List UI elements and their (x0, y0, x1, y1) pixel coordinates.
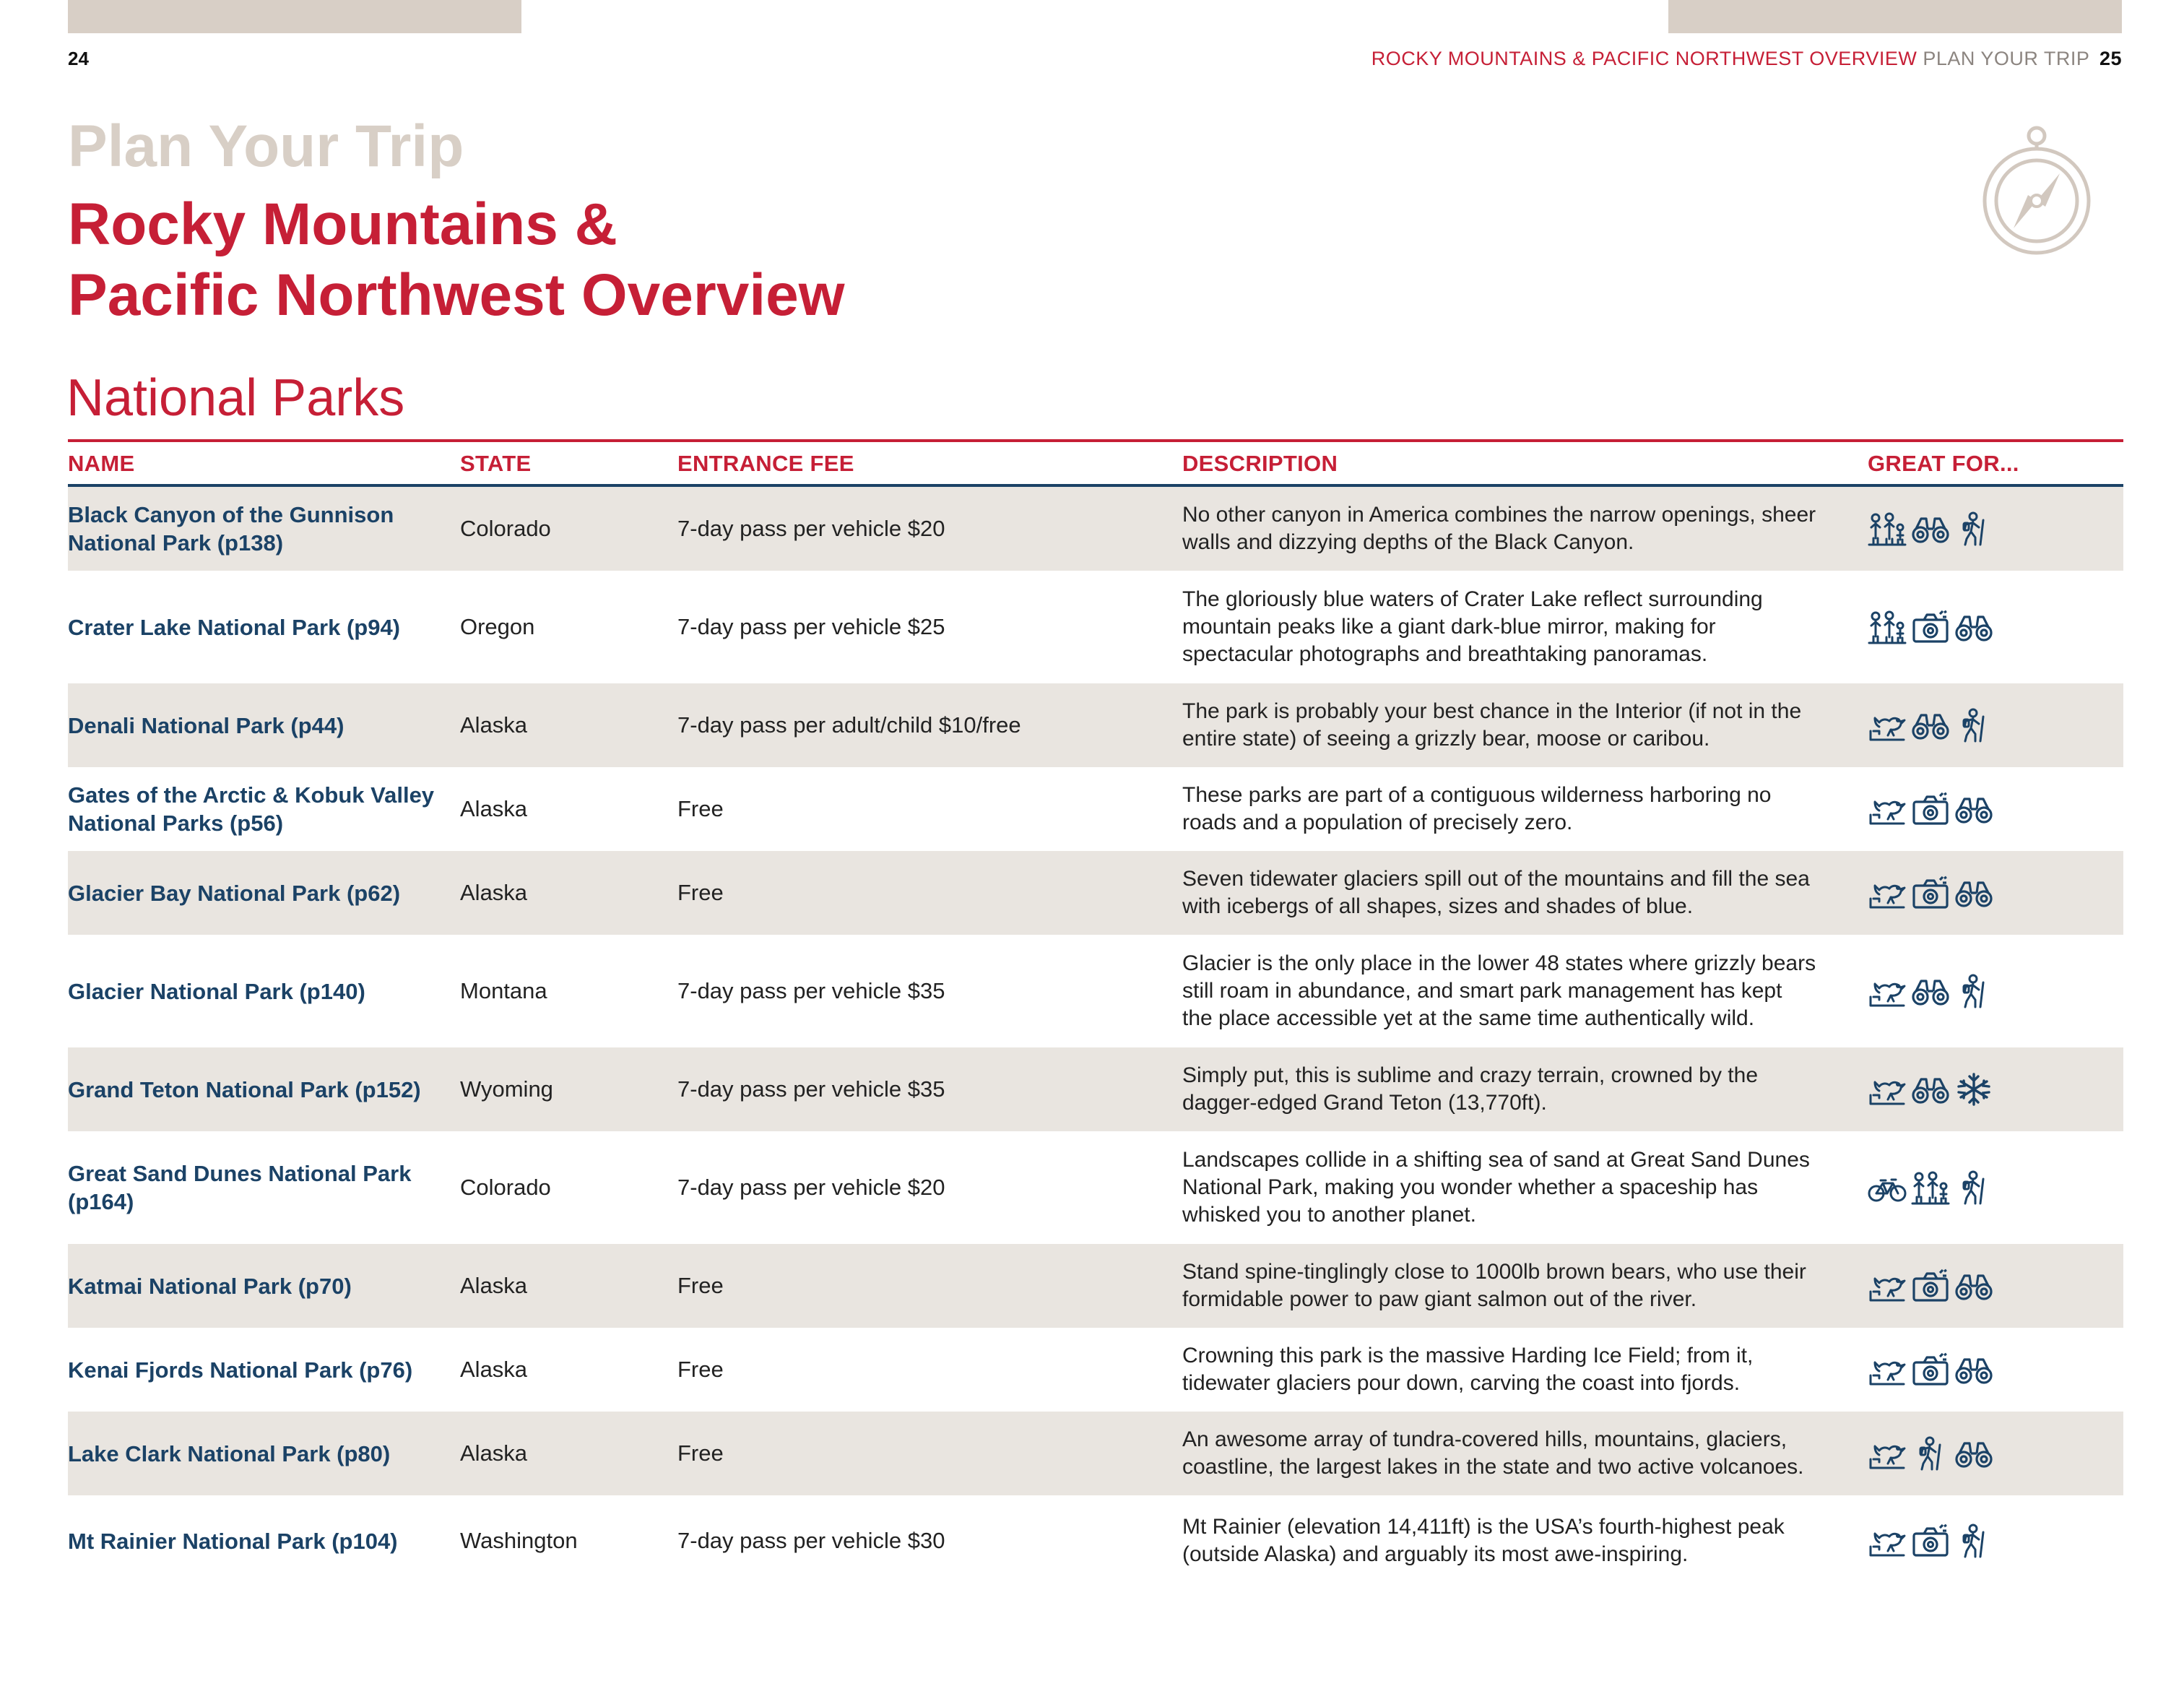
park-name-text: Mt Rainier National Park (p104) (68, 1528, 398, 1554)
park-name-text: Grand Teton National Park (p152) (68, 1076, 421, 1102)
park-great-for (1868, 1412, 2113, 1495)
binoculars-icon (1954, 1352, 1993, 1387)
park-fee (677, 767, 1154, 851)
park-state-text: Alaska (460, 1440, 528, 1466)
column-header-fee: ENTRANCE FEE (677, 451, 854, 476)
binoculars-icon (1954, 792, 1993, 826)
camera-icon (1911, 1269, 1950, 1303)
binoculars-icon (1911, 708, 1950, 743)
park-name (68, 1244, 443, 1328)
park-fee (677, 1047, 1154, 1131)
park-state (460, 1244, 662, 1328)
park-name-text: Gates of the Arctic & Kobuk Valley National Parks (p56) (68, 782, 435, 836)
hiking-icon (1954, 511, 1993, 546)
page-title-line-2: Pacific Northwest Overview (68, 262, 845, 328)
park-description (1182, 1495, 1818, 1586)
park-fee-text: Free (677, 1440, 724, 1466)
park-state-text: Alaska (460, 1357, 528, 1382)
park-name (68, 1047, 443, 1131)
park-description-text: No other canyon in America combines the narrow openings, sheer walls and dizzying depths of the Black Canyon. (1182, 503, 1816, 554)
park-name-text: Crater Lake National Park (p94) (68, 614, 401, 640)
page-tab-right (1668, 0, 2122, 33)
page-title-line-1: Rocky Mountains & (68, 191, 618, 257)
park-great-for (1868, 1047, 2113, 1131)
wildlife-icon (1868, 876, 1907, 910)
park-state-text: Colorado (460, 516, 551, 541)
park-name-text: Glacier National Park (p140) (68, 978, 365, 1004)
park-description (1182, 487, 1818, 571)
table-row (68, 767, 2123, 851)
park-state-text: Wyoming (460, 1076, 553, 1102)
park-fee-text: Free (677, 1357, 724, 1382)
park-great-for (1868, 1328, 2113, 1412)
park-state (460, 935, 662, 1047)
park-name-text: Denali National Park (p44) (68, 712, 344, 738)
binoculars-icon (1911, 974, 1950, 1008)
wildlife-icon (1868, 1269, 1907, 1303)
park-state-text: Washington (460, 1528, 578, 1553)
park-state-text: Alaska (460, 796, 528, 821)
park-description-text: Mt Rainier (elevation 14,411ft) is the USA’s fourth-highest peak (outside Alaska) and arguably its most awe-inspiring. (1182, 1515, 1785, 1566)
wildlife-icon (1868, 1352, 1907, 1387)
park-fee (677, 851, 1154, 935)
camera-icon (1911, 610, 1950, 644)
hiking-icon (1954, 974, 1993, 1008)
park-name (68, 767, 443, 851)
table-row (68, 1131, 2123, 1244)
camera-icon (1911, 1352, 1950, 1387)
park-state (460, 851, 662, 935)
park-description-text: The park is probably your best chance in the Interior (if not in the entire state) of seeing a grizzly bear, moose or caribou. (1182, 699, 1802, 751)
park-name (68, 571, 443, 683)
park-fee (677, 1412, 1154, 1495)
table-row (68, 487, 2123, 571)
chapter-kicker: Plan Your Trip (68, 113, 464, 179)
park-description (1182, 1328, 1818, 1412)
park-description (1182, 1244, 1818, 1328)
park-fee (677, 683, 1154, 767)
park-fee (677, 487, 1154, 571)
column-header-name: NAME (68, 451, 135, 476)
hiking-icon (1954, 1524, 1993, 1558)
park-name-text: Kenai Fjords National Park (p76) (68, 1357, 413, 1383)
park-fee (677, 1495, 1154, 1586)
wildlife-icon (1868, 974, 1907, 1008)
park-state (460, 487, 662, 571)
park-description-text: These parks are part of a contiguous wilderness harboring no roads and a population of precisely zero. (1182, 783, 1772, 834)
park-name (68, 1131, 443, 1244)
park-great-for (1868, 683, 2113, 767)
page-number-left: 24 (68, 48, 89, 69)
park-name (68, 1495, 443, 1586)
wildlife-icon (1868, 708, 1907, 743)
park-name (68, 935, 443, 1047)
wildlife-icon (1868, 1524, 1907, 1558)
park-description (1182, 935, 1818, 1047)
table-row (68, 1412, 2123, 1495)
park-state (460, 1328, 662, 1412)
park-great-for (1868, 935, 2113, 1047)
park-name-text: Katmai National Park (p70) (68, 1273, 352, 1299)
running-head (1372, 48, 2122, 70)
binoculars-icon (1954, 1269, 1993, 1303)
binoculars-icon (1954, 1436, 1993, 1471)
park-state (460, 571, 662, 683)
family-icon (1911, 1170, 1950, 1205)
park-description (1182, 1412, 1818, 1495)
park-fee (677, 1244, 1154, 1328)
park-fee (677, 571, 1154, 683)
park-name (68, 1328, 443, 1412)
park-description-text: Seven tidewater glaciers spill out of the mountains and fill the sea with icebergs of all shapes, sizes and shades of blue. (1182, 867, 1810, 918)
park-state-text: Oregon (460, 614, 535, 639)
park-great-for (1868, 1244, 2113, 1328)
camera-icon (1911, 792, 1950, 826)
table-row (68, 1495, 2123, 1586)
park-name (68, 683, 443, 767)
park-description (1182, 851, 1818, 935)
binoculars-icon (1911, 511, 1950, 546)
parks-table (68, 487, 2123, 1586)
park-fee-text: 7-day pass per vehicle $25 (677, 614, 945, 639)
park-description (1182, 1047, 1818, 1131)
running-head-chapter: PLAN YOUR TRIP (1923, 48, 2089, 69)
park-description-text: Crowning this park is the massive Harding Ice Field; from it, tidewater glaciers pour down, carving the coast into fjords. (1182, 1344, 1754, 1395)
park-great-for (1868, 1131, 2113, 1244)
park-name (68, 1412, 443, 1495)
table-row (68, 683, 2123, 767)
park-name (68, 487, 443, 571)
running-head-section: ROCKY MOUNTAINS & PACIFIC NORTHWEST OVERVIEW (1371, 48, 1918, 69)
park-description-text: Stand spine-tinglingly close to 1000lb brown bears, who use their formidable power to paw giant salmon out of the river. (1182, 1260, 1806, 1311)
table-row (68, 1328, 2123, 1412)
wildlife-icon (1868, 1436, 1907, 1471)
park-fee (677, 1328, 1154, 1412)
park-name-text: Great Sand Dunes National Park (p164) (68, 1161, 412, 1214)
hiking-icon (1954, 708, 1993, 743)
park-fee-text: 7-day pass per adult/child $10/free (677, 712, 1021, 738)
compass-icon (1979, 121, 2094, 259)
park-great-for (1868, 1495, 2113, 1586)
park-description-text: Landscapes collide in a shifting sea of sand at Great Sand Dunes National Park, making you wonder whether a spaceship has whisked you to another planet. (1182, 1148, 1810, 1227)
family-icon (1868, 610, 1907, 644)
park-description-text: Simply put, this is sublime and crazy terrain, crowned by the dagger-edged Grand Teton (13,770ft). (1182, 1063, 1759, 1115)
park-great-for (1868, 851, 2113, 935)
park-state (460, 683, 662, 767)
park-fee-text: 7-day pass per vehicle $35 (677, 978, 945, 1003)
park-name-text: Lake Clark National Park (p80) (68, 1440, 391, 1466)
table-row (68, 571, 2123, 683)
park-fee (677, 935, 1154, 1047)
page-tab-left (68, 0, 521, 33)
park-state-text: Montana (460, 978, 547, 1003)
park-description-text: Glacier is the only place in the lower 48 states where grizzly bears still roam in abundance, and smart park management has kept the place accessible yet at the same time authentically wild. (1182, 951, 1816, 1030)
park-state-text: Alaska (460, 880, 528, 905)
park-great-for (1868, 571, 2113, 683)
camera-icon (1911, 876, 1950, 910)
table-row (68, 851, 2123, 935)
wildlife-icon (1868, 792, 1907, 826)
table-row (68, 1244, 2123, 1328)
table-row (68, 935, 2123, 1047)
wildlife-icon (1868, 1072, 1907, 1107)
binoculars-icon (1954, 876, 1993, 910)
section-title: National Parks (66, 369, 405, 427)
hiking-icon (1911, 1436, 1950, 1471)
park-state-text: Alaska (460, 1273, 528, 1298)
park-fee-text: 7-day pass per vehicle $35 (677, 1076, 945, 1102)
park-state (460, 1047, 662, 1131)
camera-icon (1911, 1524, 1950, 1558)
park-description (1182, 683, 1818, 767)
park-fee-text: 7-day pass per vehicle $20 (677, 516, 945, 541)
table-header (68, 442, 2123, 484)
park-fee-text: Free (677, 880, 724, 905)
page-number-right: 25 (2099, 48, 2122, 69)
park-state (460, 1495, 662, 1586)
park-description (1182, 571, 1818, 683)
page-title (68, 189, 845, 331)
family-icon (1868, 511, 1907, 546)
park-fee-text: Free (677, 1273, 724, 1298)
column-header-state: STATE (460, 451, 532, 476)
column-header-great-for: GREAT FOR... (1868, 451, 2019, 476)
park-state (460, 1131, 662, 1244)
park-fee-text: 7-day pass per vehicle $20 (677, 1175, 945, 1200)
park-state (460, 1412, 662, 1495)
park-great-for (1868, 487, 2113, 571)
hiking-icon (1954, 1170, 1993, 1205)
park-fee (677, 1131, 1154, 1244)
binoculars-icon (1954, 610, 1993, 644)
park-description-text: The gloriously blue waters of Crater Lake reflect surrounding mountain peaks like a giant dark-blue mirror, making for spectacular photographs and breathtaking panoramas. (1182, 587, 1763, 666)
park-great-for (1868, 767, 2113, 851)
park-description (1182, 1131, 1818, 1244)
binoculars-icon (1911, 1072, 1950, 1107)
column-header-description: DESCRIPTION (1182, 451, 1338, 476)
park-name-text: Black Canyon of the Gunnison National Park (p138) (68, 502, 394, 556)
table-row (68, 1047, 2123, 1131)
park-fee-text: Free (677, 796, 724, 821)
park-state-text: Alaska (460, 712, 528, 738)
park-state-text: Colorado (460, 1175, 551, 1200)
park-state (460, 767, 662, 851)
park-name (68, 851, 443, 935)
park-description (1182, 767, 1818, 851)
park-description-text: An awesome array of tundra-covered hills, mountains, glaciers, coastline, the largest lakes in the state and two active volcanoes. (1182, 1427, 1804, 1479)
park-name-text: Glacier Bay National Park (p62) (68, 880, 401, 906)
park-fee-text: 7-day pass per vehicle $30 (677, 1528, 945, 1553)
bicycle-icon (1868, 1170, 1907, 1205)
snowflake-icon (1954, 1072, 1993, 1107)
